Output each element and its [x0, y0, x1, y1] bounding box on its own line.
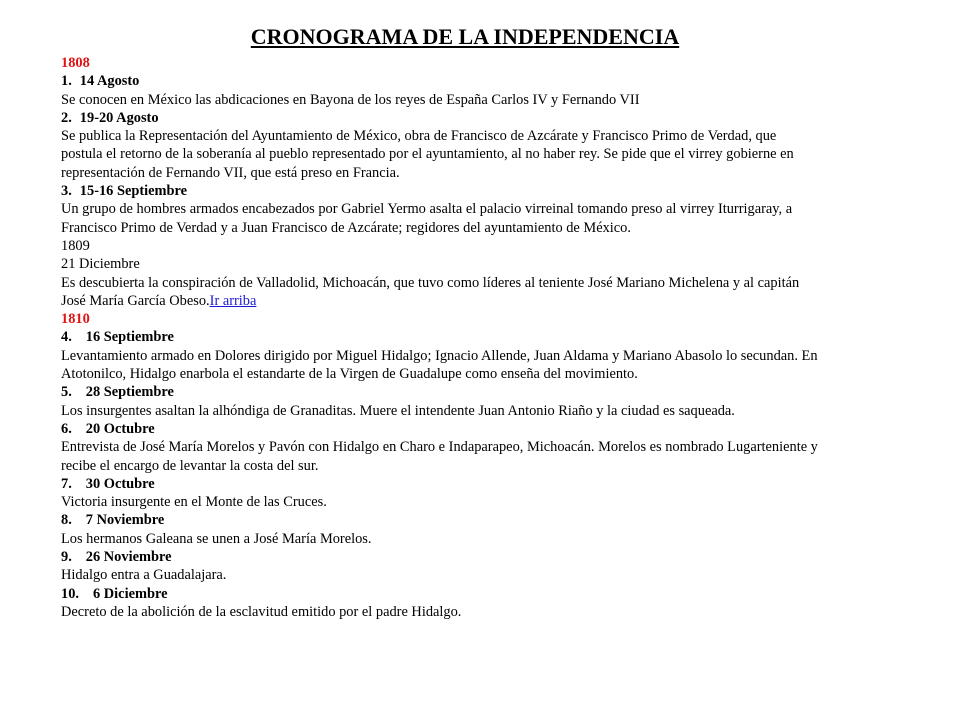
event-number: 3.	[61, 183, 72, 200]
event-number: 2.	[61, 109, 72, 126]
event-text: recibe el encargo de levantar la costa del sur.	[61, 457, 319, 474]
event-text: Decreto de la abolición de la esclavitud emitido por el padre Hidalgo.	[61, 603, 462, 620]
event-date: 14 Agosto	[79, 73, 140, 90]
event-heading	[61, 109, 911, 127]
event-text: Atotonilco, Hidalgo enarbola el estandarte de la Virgen de Guadalupe como enseña del movimiento.	[61, 366, 638, 383]
back-to-top-link[interactable]: Ir arriba	[209, 292, 257, 309]
event-date: 26 Noviembre	[85, 549, 172, 566]
timeline	[61, 54, 911, 621]
event-text-fragment: José María García Obeso.	[61, 292, 210, 309]
event-heading	[61, 548, 911, 566]
event-text: Se publica la Representación del Ayuntamiento de México, obra de Francisco de Azcárate y Francisco Primo de Verdad, que	[61, 128, 777, 145]
event-date: 21 Diciembre	[61, 256, 140, 273]
event-heading	[61, 511, 911, 529]
event-number: 4.	[61, 329, 72, 346]
event-text: Los insurgentes asaltan la alhóndiga de Granaditas. Muere el intendente Juan Antonio Riaño y la ciudad es saqueada.	[61, 402, 735, 419]
event-text: Los hermanos Galeana se unen a José María Morelos.	[61, 530, 372, 547]
event-heading	[61, 72, 911, 90]
year-heading-1809: 1809	[61, 237, 90, 254]
event-number: 9.	[61, 549, 72, 566]
event-heading	[61, 182, 911, 200]
event-number: 1.	[61, 73, 72, 90]
event-number: 6.	[61, 420, 72, 437]
event-date: 15-16 Septiembre	[79, 183, 188, 200]
event-text: representación de Fernando VII, que está preso en Francia.	[61, 164, 400, 181]
event-date: 20 Octubre	[85, 420, 155, 437]
event-date: 19-20 Agosto	[79, 109, 159, 126]
event-number: 10.	[61, 585, 79, 602]
event-heading	[61, 328, 911, 346]
event-text: postula el retorno de la soberanía al pueblo representado por el ayuntamiento, al no haber rey. Se pide que el virrey gobierne en	[61, 146, 794, 163]
year-heading-1810: 1810	[61, 311, 90, 328]
event-number: 5.	[61, 384, 72, 401]
event-date: 7 Noviembre	[85, 512, 165, 529]
event-text: Levantamiento armado en Dolores dirigido por Miguel Hidalgo; Ignacio Allende, Juan Aldama y Mariano Abasolo lo secundan. En	[61, 347, 818, 364]
event-heading	[61, 585, 911, 603]
event-date: 16 Septiembre	[85, 329, 174, 346]
event-date: 28 Septiembre	[85, 384, 174, 401]
page-title: CRONOGRAMA DE LA INDEPENDENCIA	[250, 24, 680, 49]
event-text: Hidalgo entra a Guadalajara.	[61, 567, 227, 584]
event-number: 7.	[61, 475, 72, 492]
event-text: Es descubierta la conspiración de Valladolid, Michoacán, que tuvo como líderes al teniente José Mariano Michelena y al capitán	[61, 274, 800, 291]
event-text: Un grupo de hombres armados encabezados por Gabriel Yermo asalta el palacio virreinal tomando preso al virrey Iturrigaray, a	[61, 201, 793, 218]
event-text: Francisco Primo de Verdad y a Juan Francisco de Azcárate; regidores del ayuntamiento de México.	[61, 219, 631, 236]
event-text: Victoria insurgente en el Monte de las Cruces.	[61, 494, 327, 511]
event-number: 8.	[61, 512, 72, 529]
event-heading	[61, 475, 911, 493]
event-text	[61, 292, 911, 310]
event-text: Entrevista de José María Morelos y Pavón con Hidalgo en Charo e Indaparapeo, Michoacán. Morelos es nombrado Lugarteniente y	[61, 439, 818, 456]
year-heading-1808: 1808	[61, 55, 90, 71]
event-text: Se conocen en México las abdicaciones en Bayona de los reyes de España Carlos IV y Fernando VII	[61, 91, 640, 108]
event-date: 6 Diciembre	[93, 585, 168, 602]
event-heading	[61, 420, 911, 438]
event-heading	[61, 383, 911, 401]
event-date: 30 Octubre	[85, 475, 155, 492]
